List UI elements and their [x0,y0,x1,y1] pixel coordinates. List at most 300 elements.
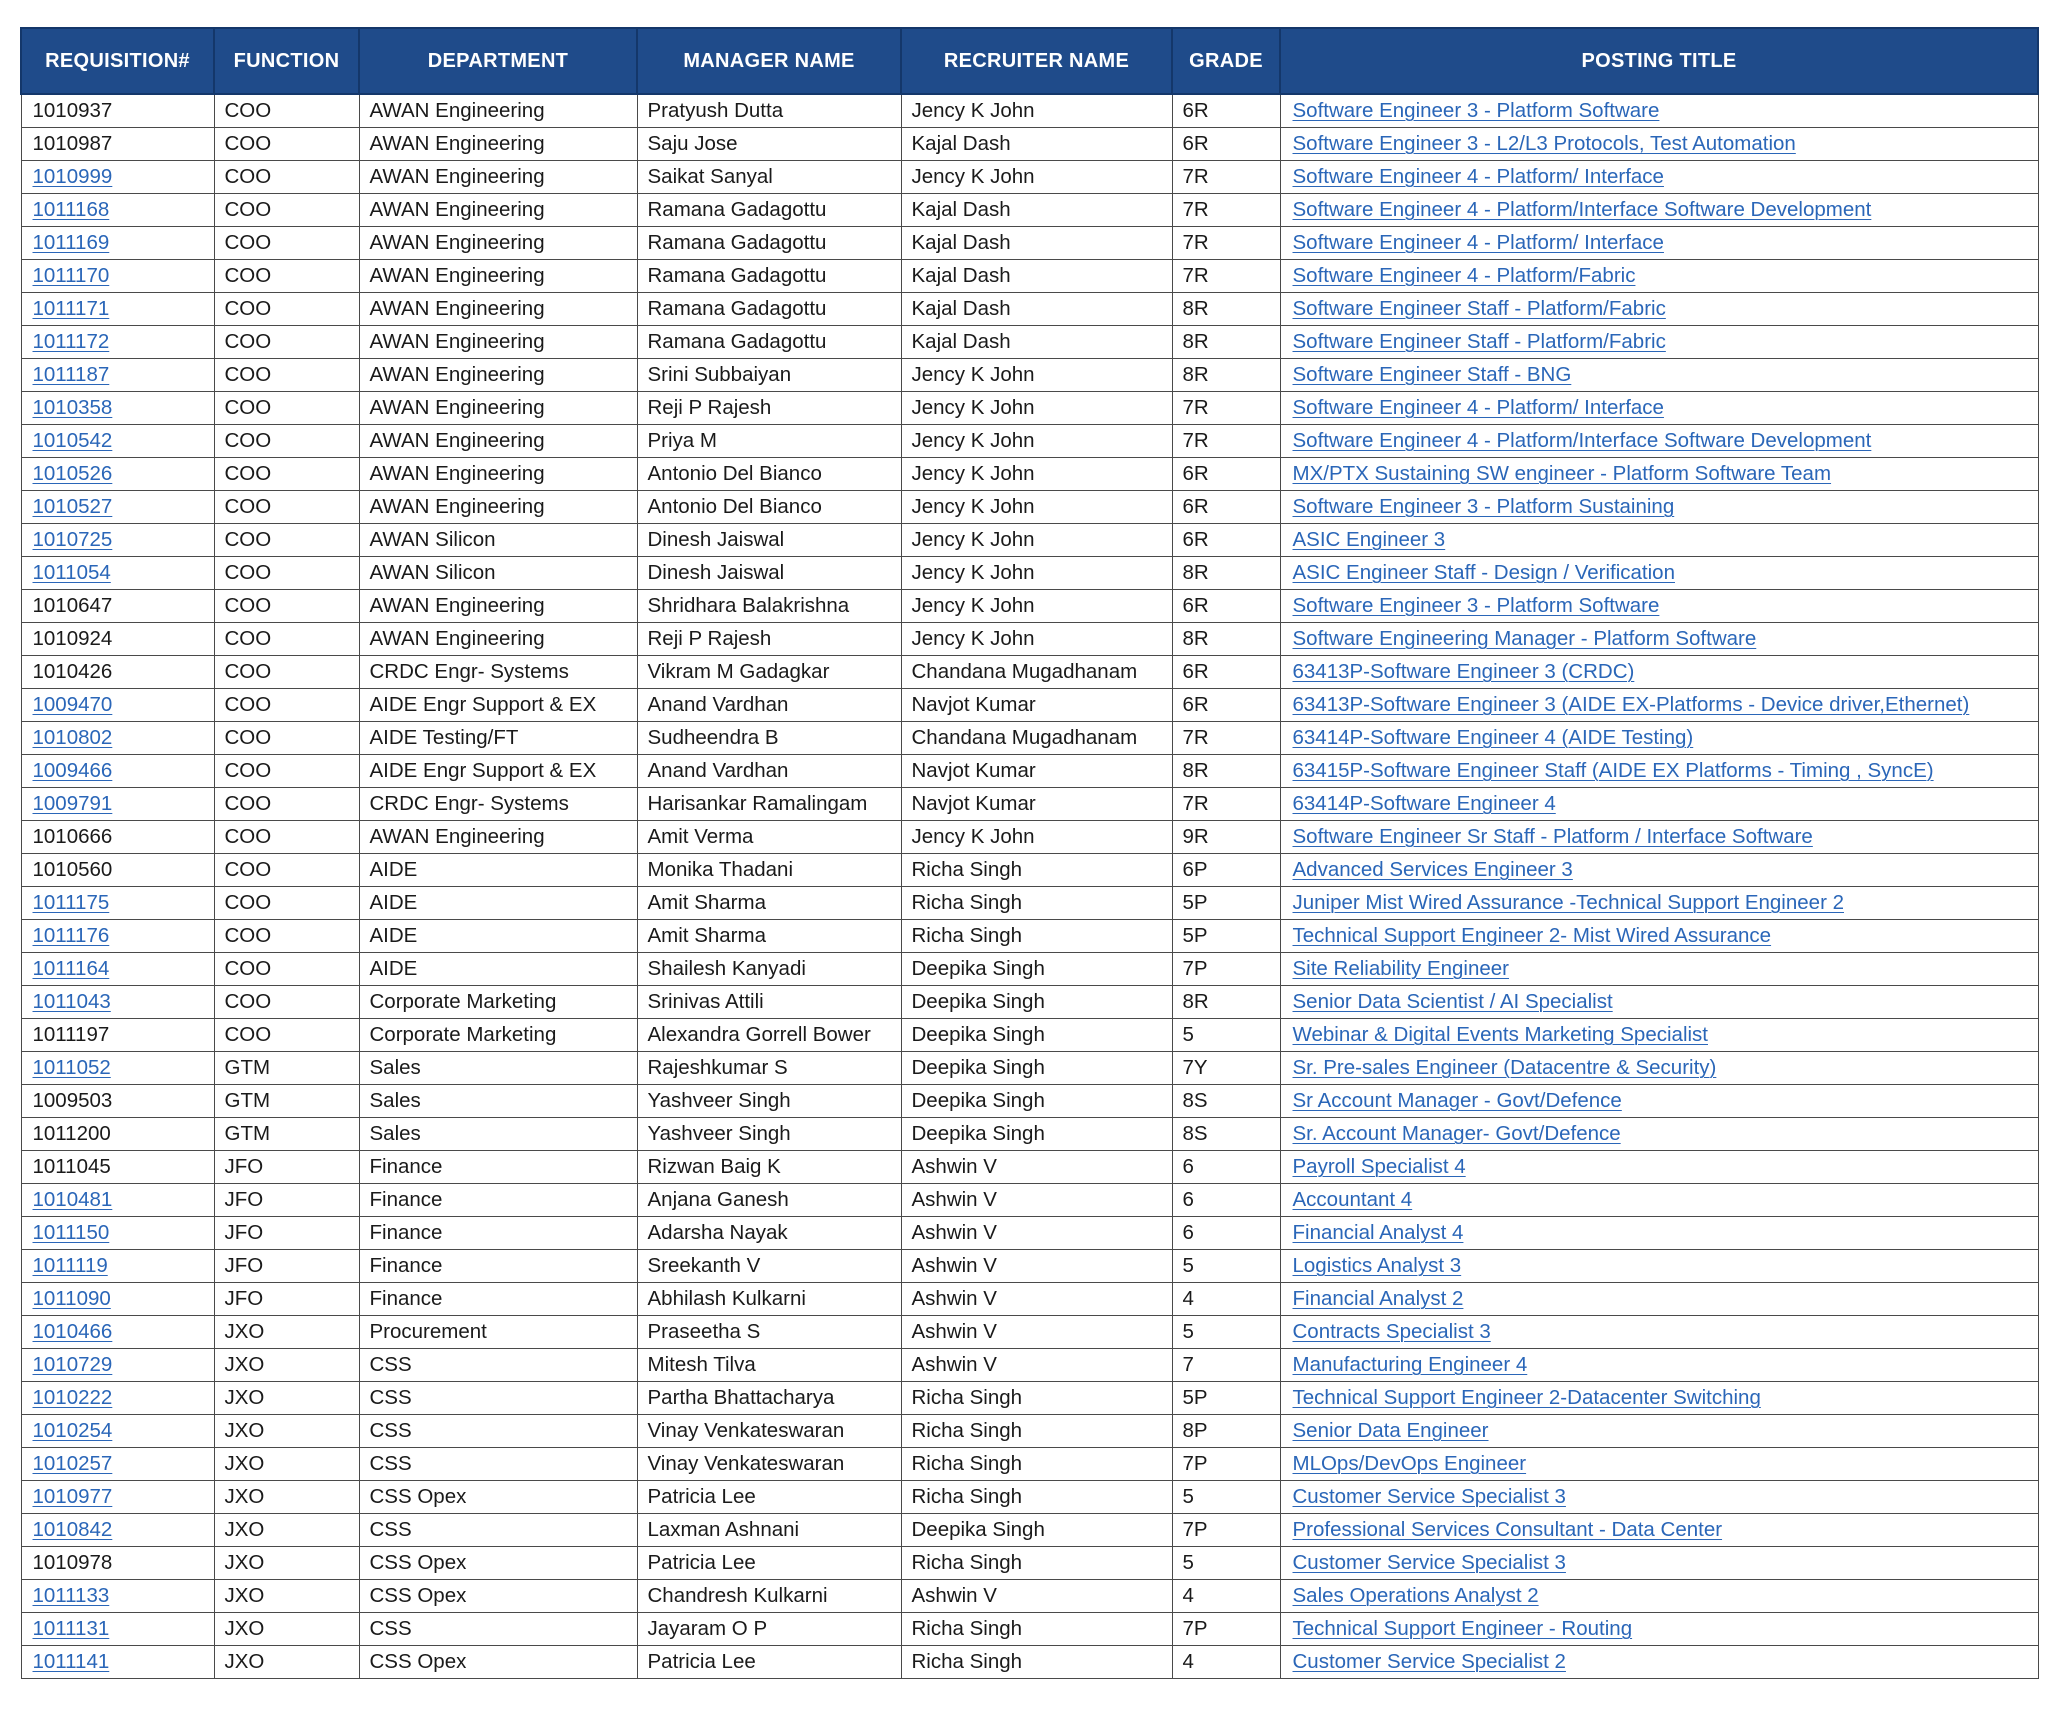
function-cell: COO [214,788,359,821]
recruiter-name-cell: Richa Singh [901,1448,1172,1481]
requisition-cell [21,1580,214,1613]
posting-title-cell [1280,491,2038,524]
grade-cell: 6 [1172,1217,1280,1250]
recruiter-name-cell: Kajal Dash [901,227,1172,260]
requisition-link[interactable]: 1010527 [32,495,113,518]
posting-title-cell [1280,821,2038,854]
recruiter-name-cell: Kajal Dash [901,326,1172,359]
recruiter-name-cell: Kajal Dash [901,194,1172,227]
recruiter-name-cell: Deepika Singh [901,953,1172,986]
recruiter-name-cell: Richa Singh [901,887,1172,920]
recruiter-name-cell: Jency K John [901,491,1172,524]
recruiter-name-cell: Jency K John [901,623,1172,656]
department-cell: AWAN Engineering [359,491,637,524]
manager-name-cell: Patricia Lee [637,1646,901,1679]
grade-cell: 8S [1172,1118,1280,1151]
requisition-link[interactable]: 1011119 [32,1254,108,1277]
function-cell: COO [214,491,359,524]
requisition-cell [21,821,214,854]
requisition-cell [21,755,214,788]
posting-title-link[interactable]: Financial Analyst 2 [1292,1287,1464,1310]
posting-title-link[interactable]: 63413P-Software Engineer 3 (AIDE EX-Platforms - Device driver,Ethernet) [1292,693,1970,716]
posting-title-link[interactable]: Customer Service Specialist 2 [1292,1650,1566,1673]
department-cell: AWAN Engineering [359,425,637,458]
table-row [21,227,2038,260]
manager-name-cell: Ramana Gadagottu [637,293,901,326]
requisition-link[interactable]: 1011187 [32,363,110,386]
recruiter-name-cell: Ashwin V [901,1580,1172,1613]
recruiter-name-cell: Ashwin V [901,1283,1172,1316]
recruiter-name-cell: Richa Singh [901,1481,1172,1514]
requisition-link[interactable]: 1011052 [32,1056,111,1079]
requisition-cell [21,1019,214,1052]
posting-title-link[interactable]: Sr. Account Manager- Govt/Defence [1292,1122,1621,1145]
posting-title-link[interactable]: Software Engineer 4 - Platform/ Interface [1292,231,1664,254]
requisition-link[interactable]: 1009470 [32,693,113,716]
manager-name-cell: Pratyush Dutta [637,94,901,128]
posting-title-cell [1280,326,2038,359]
posting-title-link[interactable]: Logistics Analyst 3 [1292,1254,1462,1277]
department-cell: AWAN Engineering [359,590,637,623]
posting-title-link[interactable]: Accountant 4 [1292,1188,1413,1211]
manager-name-cell: Priya M [637,425,901,458]
grade-cell: 6R [1172,458,1280,491]
requisition-cell [21,1613,214,1646]
recruiter-name-cell: Ashwin V [901,1349,1172,1382]
requisition-cell [21,953,214,986]
requisition-cell [21,1646,214,1679]
requisition-cell [21,128,214,161]
function-cell: COO [214,458,359,491]
requisition-link[interactable]: 1010842 [32,1518,113,1541]
function-cell: COO [214,227,359,260]
department-cell: AWAN Engineering [359,458,637,491]
grade-cell: 5P [1172,887,1280,920]
manager-name-cell: Rajeshkumar S [637,1052,901,1085]
grade-cell: 7R [1172,722,1280,755]
recruiter-name-cell: Kajal Dash [901,128,1172,161]
posting-title-link[interactable]: Software Engineer 4 - Platform/ Interface [1292,396,1664,419]
function-cell: JFO [214,1283,359,1316]
manager-name-cell: Dinesh Jaiswal [637,557,901,590]
posting-title-cell [1280,1151,2038,1184]
table-row [21,1415,2038,1448]
grade-cell: 8R [1172,986,1280,1019]
posting-title-link[interactable]: Webinar & Digital Events Marketing Specialist [1292,1023,1708,1046]
table-header [21,28,2038,94]
requisition-link[interactable]: 1010526 [32,462,113,485]
department-cell: CSS Opex [359,1481,637,1514]
requisition-link[interactable]: 1009791 [32,792,113,815]
grade-cell: 6P [1172,854,1280,887]
grade-cell: 5 [1172,1547,1280,1580]
requisition-cell [21,326,214,359]
grade-cell: 6 [1172,1151,1280,1184]
requisition-link[interactable]: 1011172 [32,330,110,353]
posting-title-cell [1280,1646,2038,1679]
function-cell: JXO [214,1547,359,1580]
requisition-link[interactable]: 1010977 [32,1485,113,1508]
posting-title-cell [1280,293,2038,326]
manager-name-cell: Anand Vardhan [637,689,901,722]
department-cell: CSS [359,1415,637,1448]
requisition-cell [21,887,214,920]
function-cell: JXO [214,1481,359,1514]
table-row [21,359,2038,392]
posting-title-cell [1280,788,2038,821]
requisition-cell [21,227,214,260]
posting-title-cell [1280,1349,2038,1382]
requisition-link[interactable]: 1010254 [32,1419,113,1442]
posting-title-link[interactable]: Software Engineer Staff - Platform/Fabric [1292,330,1666,353]
requisition-link[interactable]: 1011169 [32,231,110,254]
table-row [21,1580,2038,1613]
table-row [21,722,2038,755]
table-row [21,458,2038,491]
posting-title-link[interactable]: Software Engineering Manager - Platform Software [1292,627,1757,650]
requisition-link[interactable]: 1011043 [32,990,111,1013]
requisition-link[interactable]: 1011141 [32,1650,110,1673]
grade-cell: 7R [1172,194,1280,227]
department-cell: AWAN Engineering [359,392,637,425]
posting-title-cell [1280,689,2038,722]
department-cell: AWAN Engineering [359,260,637,293]
function-cell: JFO [214,1250,359,1283]
posting-title-cell [1280,1415,2038,1448]
requisition-link[interactable]: 1011170 [32,264,110,287]
requisition-number: 1011045 [32,1155,111,1178]
manager-name-cell: Antonio Del Bianco [637,491,901,524]
table-row [21,128,2038,161]
grade-cell: 7R [1172,227,1280,260]
requisition-link[interactable]: 1011133 [32,1584,110,1607]
requisition-cell [21,1547,214,1580]
requisition-link[interactable]: 1010257 [32,1452,113,1475]
requisition-number: 1010666 [32,825,113,848]
header-row [21,28,2038,94]
table-row [21,1052,2038,1085]
recruiter-name-cell: Jency K John [901,458,1172,491]
manager-name-cell: Vikram M Gadagkar [637,656,901,689]
requisition-cell [21,425,214,458]
posting-title-link[interactable]: Customer Service Specialist 3 [1292,1551,1566,1574]
requisition-cell [21,1514,214,1547]
recruiter-name-cell: Jency K John [901,359,1172,392]
posting-title-link[interactable]: Senior Data Engineer [1292,1419,1489,1442]
requisition-cell [21,260,214,293]
posting-title-link[interactable]: Software Engineer Staff - BNG [1292,363,1572,386]
grade-cell: 4 [1172,1580,1280,1613]
department-cell: CSS Opex [359,1547,637,1580]
requisition-link[interactable]: 1010358 [32,396,113,419]
posting-title-link[interactable]: Software Engineer 4 - Platform/Fabric [1292,264,1636,287]
table-row [21,590,2038,623]
posting-title-cell [1280,1184,2038,1217]
requisition-cell [21,1184,214,1217]
department-cell: AWAN Engineering [359,128,637,161]
manager-name-cell: Ramana Gadagottu [637,326,901,359]
recruiter-name-cell: Jency K John [901,161,1172,194]
requisition-link[interactable]: 1010725 [32,528,113,551]
table-row [21,1184,2038,1217]
posting-title-link[interactable]: ASIC Engineer Staff - Design / Verification [1292,561,1675,584]
posting-title-cell [1280,425,2038,458]
function-cell: COO [214,359,359,392]
manager-name-cell: Ramana Gadagottu [637,260,901,293]
requisition-link[interactable]: 1011164 [32,957,110,980]
requisition-link[interactable]: 1010481 [32,1188,113,1211]
posting-title-link[interactable]: 63414P-Software Engineer 4 [1292,792,1556,815]
posting-title-link[interactable]: Juniper Mist Wired Assurance -Technical Support Engineer 2 [1292,891,1844,914]
function-cell: JFO [214,1217,359,1250]
function-cell: GTM [214,1085,359,1118]
posting-title-link[interactable]: 63414P-Software Engineer 4 (AIDE Testing) [1292,726,1694,749]
grade-cell: 7R [1172,161,1280,194]
requisition-link[interactable]: 1011150 [32,1221,110,1244]
requisition-cell [21,293,214,326]
requisition-cell [21,689,214,722]
recruiter-name-cell: Jency K John [901,392,1172,425]
posting-title-link[interactable]: Contracts Specialist 3 [1292,1320,1491,1343]
requisition-cell [21,1316,214,1349]
grade-cell: 5 [1172,1019,1280,1052]
function-cell: COO [214,326,359,359]
requisition-link[interactable]: 1011131 [32,1617,110,1640]
posting-title-cell [1280,1085,2038,1118]
requisitions-table [20,27,2039,1679]
department-cell: CSS [359,1514,637,1547]
requisition-number: 1010647 [32,594,113,617]
posting-title-link[interactable]: Senior Data Scientist / AI Specialist [1292,990,1613,1013]
requisition-number: 1010426 [32,660,113,683]
table-row [21,1217,2038,1250]
function-cell: JXO [214,1382,359,1415]
department-cell: AIDE Engr Support & EX [359,755,637,788]
grade-cell: 5 [1172,1316,1280,1349]
recruiter-name-cell: Ashwin V [901,1250,1172,1283]
posting-title-link[interactable]: Software Engineer 3 - Platform Sustaining [1292,495,1675,518]
manager-name-cell: Saikat Sanyal [637,161,901,194]
manager-name-cell: Patricia Lee [637,1547,901,1580]
posting-title-link[interactable]: Software Engineer 4 - Platform/ Interface [1292,165,1664,188]
posting-title-link[interactable]: Technical Support Engineer - Routing [1292,1617,1633,1640]
table-row [21,1481,2038,1514]
requisition-link[interactable]: 1011176 [32,924,110,947]
recruiter-name-cell: Jency K John [901,425,1172,458]
department-cell: Procurement [359,1316,637,1349]
posting-title-link[interactable]: Software Engineer 3 - L2/L3 Protocols, Test Automation [1292,132,1796,155]
posting-title-cell [1280,1580,2038,1613]
posting-title-link[interactable]: Sr Account Manager - Govt/Defence [1292,1089,1622,1112]
requisition-cell [21,557,214,590]
requisition-link[interactable]: 1011175 [32,891,110,914]
requisition-cell [21,392,214,425]
posting-title-link[interactable]: Customer Service Specialist 3 [1292,1485,1566,1508]
posting-title-link[interactable]: Sales Operations Analyst 2 [1292,1584,1539,1607]
department-cell: CSS [359,1613,637,1646]
grade-cell: 4 [1172,1646,1280,1679]
posting-title-cell [1280,1481,2038,1514]
posting-title-link[interactable]: Software Engineer 4 - Platform/Interface Software Development [1292,429,1872,452]
requisition-number: 1010978 [32,1551,113,1574]
posting-title-link[interactable]: 63415P-Software Engineer Staff (AIDE EX Platforms - Timing , SyncE) [1292,759,1934,782]
manager-name-cell: Mitesh Tilva [637,1349,901,1382]
posting-title-link[interactable]: Sr. Pre-sales Engineer (Datacentre & Security) [1292,1056,1717,1079]
posting-title-link[interactable]: Software Engineer Staff - Platform/Fabric [1292,297,1666,320]
department-cell: CRDC Engr- Systems [359,788,637,821]
function-cell: JFO [214,1184,359,1217]
function-cell: COO [214,656,359,689]
function-cell: COO [214,425,359,458]
requisition-link[interactable]: 1010729 [32,1353,113,1376]
table-row [21,1250,2038,1283]
table-row [21,161,2038,194]
posting-title-cell [1280,854,2038,887]
posting-title-cell [1280,590,2038,623]
posting-title-cell [1280,392,2038,425]
column-header-recruiter-name: RECRUITER NAME [901,28,1172,94]
function-cell: JXO [214,1514,359,1547]
requisition-cell [21,1151,214,1184]
grade-cell: 8P [1172,1415,1280,1448]
requisition-cell [21,986,214,1019]
requisition-link[interactable]: 1010222 [32,1386,113,1409]
grade-cell: 7P [1172,1613,1280,1646]
requisition-cell [21,623,214,656]
grade-cell: 6R [1172,128,1280,161]
recruiter-name-cell: Deepika Singh [901,1052,1172,1085]
recruiter-name-cell: Jency K John [901,94,1172,128]
table-row [21,788,2038,821]
department-cell: AWAN Engineering [359,227,637,260]
posting-title-cell [1280,1052,2038,1085]
department-cell: CSS [359,1349,637,1382]
column-header-manager-name: MANAGER NAME [637,28,901,94]
posting-title-link[interactable]: Professional Services Consultant - Data Center [1292,1518,1723,1541]
grade-cell: 7P [1172,953,1280,986]
posting-title-link[interactable]: Site Reliability Engineer [1292,957,1510,980]
posting-title-link[interactable]: Financial Analyst 4 [1292,1221,1464,1244]
department-cell: AIDE [359,920,637,953]
requisition-link[interactable]: 1010542 [32,429,113,452]
posting-title-cell [1280,1514,2038,1547]
recruiter-name-cell: Richa Singh [901,854,1172,887]
posting-title-cell [1280,227,2038,260]
requisition-number: 1011200 [32,1122,111,1145]
requisition-link[interactable]: 1011054 [32,561,111,584]
manager-name-cell: Abhilash Kulkarni [637,1283,901,1316]
posting-title-link[interactable]: Software Engineer 3 - Platform Software [1292,594,1660,617]
posting-title-cell [1280,128,2038,161]
manager-name-cell: Adarsha Nayak [637,1217,901,1250]
requisition-link[interactable]: 1011171 [32,297,110,320]
department-cell: Finance [359,1151,637,1184]
posting-title-link[interactable]: Software Engineer 4 - Platform/Interface Software Development [1292,198,1872,221]
requisition-link[interactable]: 1011168 [32,198,110,221]
function-cell: COO [214,689,359,722]
recruiter-name-cell: Jency K John [901,524,1172,557]
grade-cell: 9R [1172,821,1280,854]
table-row [21,1019,2038,1052]
department-cell: AWAN Engineering [359,623,637,656]
requisition-link[interactable]: 1010466 [32,1320,113,1343]
posting-title-link[interactable]: ASIC Engineer 3 [1292,528,1446,551]
posting-title-link[interactable]: Technical Support Engineer 2-Datacenter Switching [1292,1386,1761,1409]
department-cell: Sales [359,1052,637,1085]
table-row [21,1349,2038,1382]
column-header-grade: GRADE [1172,28,1280,94]
manager-name-cell: Rizwan Baig K [637,1151,901,1184]
recruiter-name-cell: Deepika Singh [901,1118,1172,1151]
recruiter-name-cell: Richa Singh [901,1646,1172,1679]
recruiter-name-cell: Richa Singh [901,1613,1172,1646]
manager-name-cell: Monika Thadani [637,854,901,887]
posting-title-cell [1280,94,2038,128]
grade-cell: 5P [1172,920,1280,953]
posting-title-cell [1280,1547,2038,1580]
requisition-link[interactable]: 1011090 [32,1287,111,1310]
posting-title-link[interactable]: MX/PTX Sustaining SW engineer - Platform Software Team [1292,462,1832,485]
posting-title-cell [1280,887,2038,920]
posting-title-link[interactable]: 63413P-Software Engineer 3 (CRDC) [1292,660,1635,683]
table-row [21,887,2038,920]
manager-name-cell: Shailesh Kanyadi [637,953,901,986]
requisition-number: 1010924 [32,627,113,650]
posting-title-link[interactable]: Technical Support Engineer 2- Mist Wired Assurance [1292,924,1772,947]
posting-title-cell [1280,1118,2038,1151]
recruiter-name-cell: Deepika Singh [901,1019,1172,1052]
department-cell: CRDC Engr- Systems [359,656,637,689]
posting-title-link[interactable]: Advanced Services Engineer 3 [1292,858,1573,881]
requisition-cell [21,656,214,689]
department-cell: AIDE [359,953,637,986]
requisition-link[interactable]: 1010802 [32,726,113,749]
department-cell: Finance [359,1283,637,1316]
requisition-link[interactable]: 1010999 [32,165,113,188]
column-header-function: FUNCTION [214,28,359,94]
manager-name-cell: Srinivas Attili [637,986,901,1019]
department-cell: Sales [359,1118,637,1151]
manager-name-cell: Shridhara Balakrishna [637,590,901,623]
posting-title-cell [1280,1250,2038,1283]
department-cell: CSS Opex [359,1646,637,1679]
table-row [21,1151,2038,1184]
grade-cell: 7R [1172,260,1280,293]
recruiter-name-cell: Richa Singh [901,1382,1172,1415]
function-cell: COO [214,920,359,953]
posting-title-link[interactable]: Payroll Specialist 4 [1292,1155,1466,1178]
posting-title-link[interactable]: Manufacturing Engineer 4 [1292,1353,1528,1376]
posting-title-cell [1280,1217,2038,1250]
function-cell: COO [214,755,359,788]
department-cell: Finance [359,1217,637,1250]
table-row [21,953,2038,986]
posting-title-link[interactable]: Software Engineer 3 - Platform Software [1292,99,1660,122]
column-header-requisition: REQUISITION# [21,28,214,94]
table-row [21,557,2038,590]
manager-name-cell: Anand Vardhan [637,755,901,788]
posting-title-link[interactable]: MLOps/DevOps Engineer [1292,1452,1527,1475]
manager-name-cell: Alexandra Gorrell Bower [637,1019,901,1052]
requisition-link[interactable]: 1009466 [32,759,113,782]
posting-title-cell [1280,656,2038,689]
function-cell: JXO [214,1448,359,1481]
posting-title-link[interactable]: Software Engineer Sr Staff - Platform / Interface Software [1292,825,1813,848]
department-cell: CSS [359,1448,637,1481]
table-row [21,920,2038,953]
recruiter-name-cell: Kajal Dash [901,293,1172,326]
grade-cell: 7P [1172,1514,1280,1547]
